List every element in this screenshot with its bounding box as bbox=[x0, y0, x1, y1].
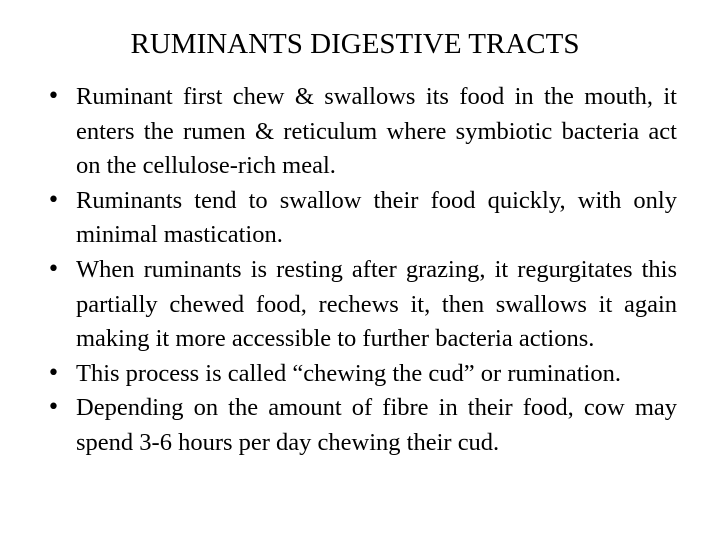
bullet-text: Ruminant first chew & swallows its food in the mouth, it enters the rumen & reticulum where symbiotic bacteria act on the cellulose-rich meal. bbox=[76, 83, 677, 180]
bullet-marker: • bbox=[47, 84, 60, 109]
bullet-marker: • bbox=[47, 256, 60, 282]
bullet-text: Depending on the amount of fibre in their food, cow may spend 3-6 hours per day chewing their cud. bbox=[76, 394, 677, 456]
bullet-list bbox=[47, 80, 677, 461]
bullet-marker: • bbox=[47, 395, 60, 421]
bullet-item bbox=[47, 80, 677, 184]
slide-title: RUMINANTS DIGESTIVE TRACTS bbox=[130, 28, 580, 60]
bullet-item bbox=[47, 357, 677, 392]
bullet-text: Ruminants tend to swallow their food quickly, with only minimal mastication. bbox=[76, 186, 677, 249]
bullet-text: When ruminants is resting after grazing, it regurgitates this partially chewed food, rechews it, then swallows it again making it more accessible to further bacteria actions. bbox=[76, 255, 677, 353]
bullet-marker: • bbox=[47, 187, 60, 213]
bullet-text: This process is called “chewing the cud” or rumination. bbox=[76, 359, 621, 387]
bullet-marker: • bbox=[47, 360, 60, 386]
bullet-item bbox=[47, 391, 677, 460]
bullet-item bbox=[47, 184, 677, 253]
bullet-item bbox=[47, 253, 677, 357]
